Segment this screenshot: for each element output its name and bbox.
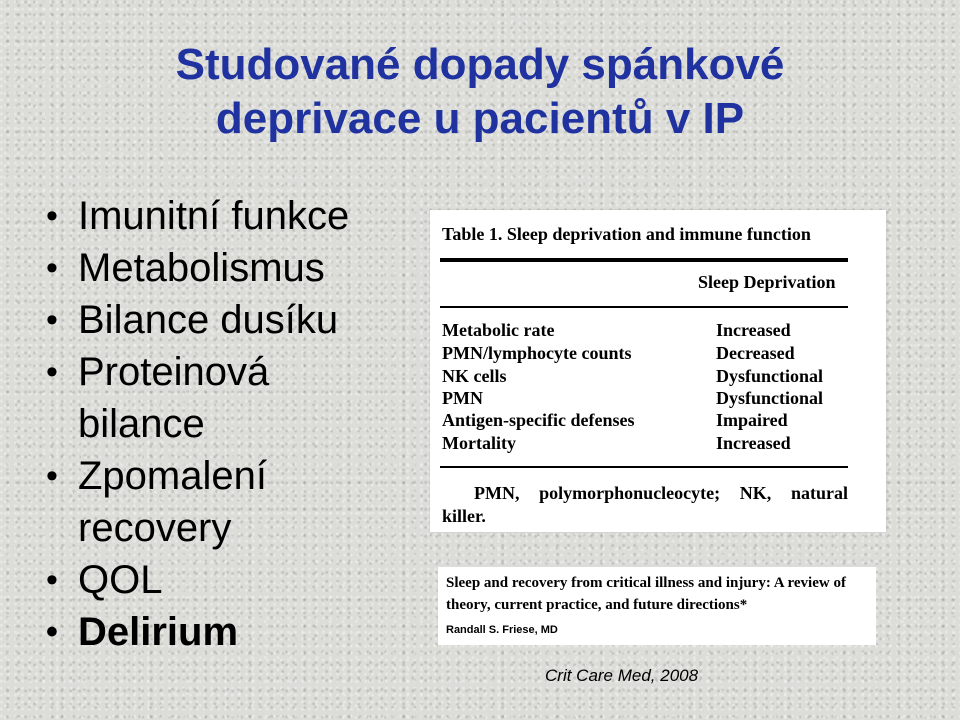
reference-image [438, 567, 876, 645]
table-row [442, 320, 862, 342]
bullet-text: Zpomalení recovery [78, 454, 267, 550]
table-cell-value: Increased [716, 320, 791, 340]
table-row [442, 388, 862, 410]
table-header-rule [440, 306, 848, 308]
bullet-item: • Delirium [42, 606, 349, 658]
table-cell-value: Decreased [716, 343, 795, 363]
table-cell-value: Impaired [716, 410, 788, 430]
bullet-item: • Imunitní funkce [42, 190, 349, 242]
table-cell-label: NK cells [442, 366, 507, 386]
table-caption: Table 1. Sleep deprivation and immune function [442, 224, 811, 244]
table-row [442, 366, 862, 388]
table-column-header: Sleep Deprivation [698, 272, 836, 292]
table-cell-label: PMN/lymphocyte counts [442, 343, 632, 363]
table-image [430, 210, 886, 532]
table-row [442, 410, 862, 432]
table-row [442, 433, 862, 455]
table-row [442, 343, 862, 365]
table-cell-value: Dysfunctional [716, 366, 824, 386]
table-cell-value: Increased [716, 433, 791, 453]
citation-text: Crit Care Med, 2008 [545, 666, 699, 685]
bullet-item [42, 346, 349, 450]
reference-title: Sleep and recovery from critical illness and injury: A review of theory, current practice, and future directions* [446, 575, 846, 613]
slide-title-line-1: Studované dopady spánkové [175, 40, 785, 89]
table-cell-label: PMN [442, 388, 483, 408]
bullet-item [42, 450, 349, 554]
bullet-list [42, 190, 349, 658]
table-cell-label: Metabolic rate [442, 320, 555, 340]
table-cell-label: Antigen-specific defenses [442, 410, 635, 430]
bullet-item: • Metabolismus [42, 242, 349, 294]
bullet-text: Proteinová bilance [78, 350, 270, 446]
slide-title-line-2: deprivace u pacientů v IP [215, 94, 745, 143]
table-bottom-rule [440, 466, 848, 468]
table-cell-value: Dysfunctional [716, 388, 824, 408]
reference-author: Randall S. Friese, MD [446, 624, 558, 636]
bullet-item: • Bilance dusíku [42, 294, 349, 346]
slide-title [0, 38, 960, 146]
bullet-item: • QOL [42, 554, 349, 606]
table-cell-label: Mortality [442, 433, 516, 453]
table-top-rule [440, 258, 848, 262]
table-footnote: PMN, polymorphonucleocyte; NK, natural killer. [442, 483, 848, 526]
